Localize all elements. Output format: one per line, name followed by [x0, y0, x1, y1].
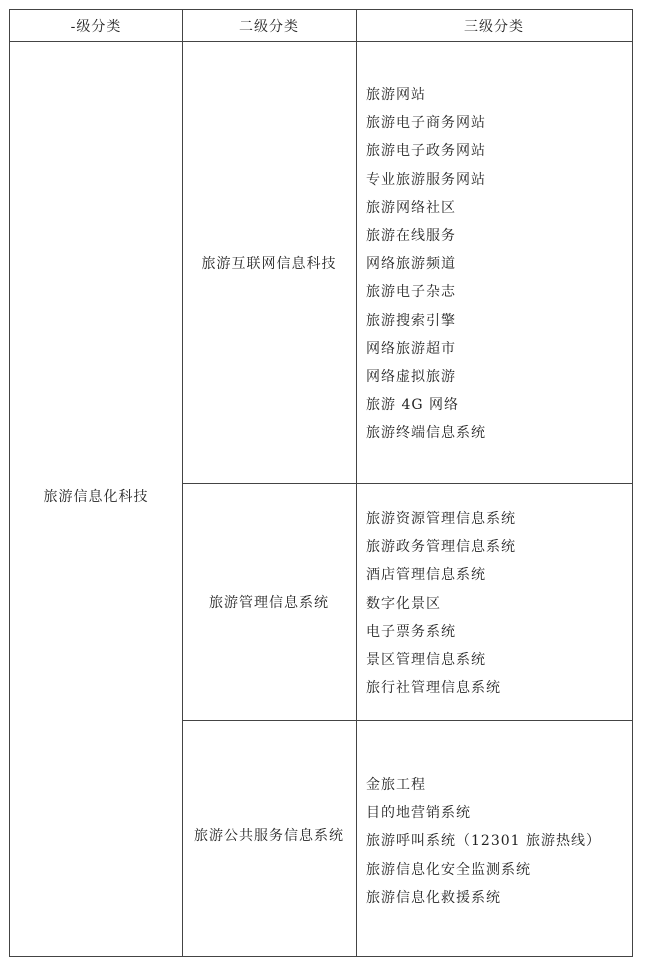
list-item: 旅游搜索引擎 [366, 312, 456, 329]
list-item: 旅游电子杂志 [366, 284, 456, 301]
list-item: 网络旅游频道 [366, 256, 456, 273]
list-item: 旅游网站 [366, 87, 426, 103]
list-item: 旅游电子商务网站 [366, 115, 486, 132]
list-item: 景区管理信息系统 [366, 651, 486, 668]
list-item: 网络虚拟旅游 [366, 368, 456, 385]
list-item: 旅游政务管理信息系统 [366, 539, 516, 556]
list-item: 电子票务系统 [366, 623, 456, 640]
list-item: 金旅工程 [366, 777, 426, 793]
list-item: 旅游电子政务网站 [366, 143, 486, 160]
list-item: 旅游信息化安全监测系统 [366, 861, 531, 878]
list-item: 旅游 4G 网络 [366, 397, 459, 414]
group-1-cell [182, 42, 356, 483]
header-level3: 三级分类 [464, 18, 524, 35]
list-item: 酒店管理信息系统 [366, 567, 486, 584]
group-1-label: 旅游互联网信息科技 [201, 255, 337, 272]
header-level2: 二级分类 [239, 18, 299, 35]
list-item: 网络旅游超市 [366, 340, 456, 357]
list-item: 旅游资源管理信息系统 [366, 511, 516, 527]
group-3-list [366, 771, 601, 912]
group-2-list [366, 505, 516, 702]
group-3-label: 旅游公共服务信息系统 [194, 827, 344, 844]
list-item: 旅行社管理信息系统 [366, 680, 501, 697]
group-2-label: 旅游管理信息系统 [209, 595, 329, 611]
list-item: 旅游信息化救援系统 [366, 889, 501, 906]
level1-label: 旅游信息化科技 [43, 489, 149, 505]
list-item: 旅游终端信息系统 [366, 425, 486, 442]
list-item: 旅游呼叫系统（12301 旅游热线） [366, 833, 601, 850]
list-item: 专业旅游服务网站 [366, 171, 486, 188]
group-3-cell [182, 721, 356, 958]
header-level1: -级分类 [70, 18, 122, 35]
group-2-cell [182, 484, 356, 720]
classification-table [9, 9, 633, 957]
list-item: 旅游网络社区 [366, 199, 456, 216]
list-item: 旅游在线服务 [366, 227, 456, 244]
level1-cell [10, 42, 182, 958]
group-1-list [366, 81, 486, 447]
list-item: 目的地营销系统 [366, 805, 471, 822]
list-item: 数字化景区 [366, 595, 441, 612]
